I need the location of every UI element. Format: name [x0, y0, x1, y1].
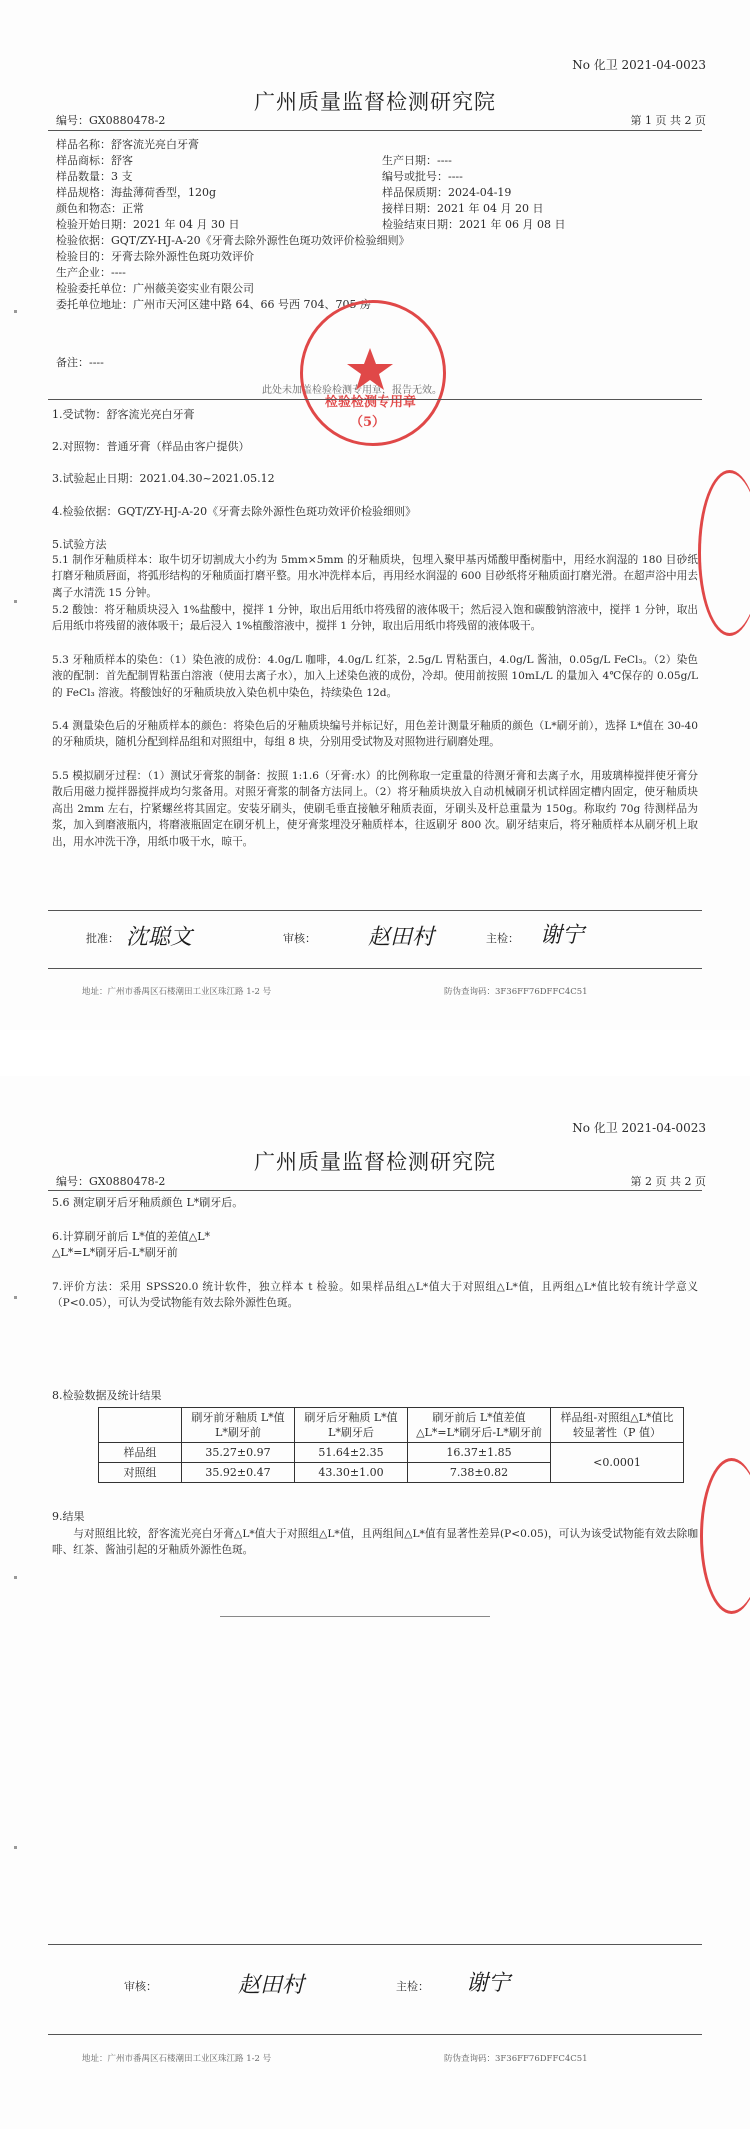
chief-signature: 谢宁 — [540, 923, 585, 948]
page-gap — [0, 1030, 750, 1076]
section-6-formula: △L*=L*刷牙后-L*刷牙前 — [52, 1246, 178, 1259]
table-cell: 7.38±0.82 — [408, 1463, 551, 1483]
section-9-text: 与对照组比较，舒客流光亮白牙膏△L*值大于对照组△L*值，且两组间△L*值有显著性差异(P<0.05)，可认为该受试物能有效去除咖啡、红茶、酱油引起的牙釉质外源性色斑。 — [52, 1528, 698, 1557]
address: 地址：广州市番禺区石楼潮田工业区珠江路 1-2 号 — [82, 987, 272, 997]
table-row — [99, 1443, 684, 1463]
end-rule — [220, 1616, 490, 1617]
chief-label: 主检： — [396, 1980, 429, 1993]
stamp-note: 此处未加盖检验检测专用章，报告无效。 — [262, 385, 442, 396]
section-7: 7.评价方法：采用 SPSS20.0 统计软件，独立样本 t 检验。如果样品组△L*值大于对照组△L*值，且两组△L*值比较有统计学意义（P<0.05），可认为受试物能有效去除外源性色斑。 — [52, 1281, 698, 1310]
table-cell: 35.27±0.97 — [182, 1443, 295, 1463]
section-rule — [48, 399, 702, 400]
info-line: 接样日期：2021 年 04 月 20 日 — [382, 202, 544, 215]
table-cell: 51.64±2.35 — [295, 1443, 408, 1463]
table-header-row — [99, 1408, 684, 1443]
binding-dot — [14, 600, 17, 603]
document-number: No 化卫 2021-04-0023 — [572, 1121, 706, 1135]
test-item: 1.受试物：舒客流光亮白牙膏 — [52, 408, 195, 421]
binding-dot — [14, 1296, 17, 1299]
info-line: 检验委托单位：广州薇美姿实业有限公司 — [56, 282, 254, 295]
results-table — [98, 1407, 684, 1483]
method-paragraph: 5.4 测量染色后的牙釉质样本的颜色：将染色后的牙釉质块编号并标记好，用色差计测量牙釉质的颜色（L*刷牙前），选择 L*值在 30-40 的牙釉质块，随机分配到样品组和对照组中，每组 8 块，分别用受试物及对照物进行刷磨处理。 — [52, 720, 698, 749]
header-rule — [48, 130, 702, 131]
binding-dot — [14, 1846, 17, 1849]
info-line: 检验开始日期：2021 年 04 月 30 日 — [56, 218, 240, 231]
table-cell: 16.37±1.85 — [408, 1443, 551, 1463]
seal-number: （5） — [350, 415, 386, 430]
chief-label: 主检： — [486, 932, 519, 945]
test-item: 2.对照物：普通牙膏（样品由客户提供） — [52, 440, 250, 453]
info-line: 检验目的：牙膏去除外源性色斑功效评价 — [56, 250, 254, 263]
section-9-title: 9.结果 — [52, 1510, 85, 1523]
table-header: 样品组-对照组△L*值比较显著性（P 值） — [551, 1408, 684, 1443]
method-paragraph: 5.1 制作牙釉质样本：取牛切牙切割成大小约为 5mm×5mm 的牙釉质块，包埋入聚甲基丙烯酸甲酯树脂中，用经水润湿的 180 目砂纸打磨牙釉质唇面，将弧形结构的牙釉质面打磨平整。用水冲洗样本后，再用经水润湿的 600 目砂纸将牙釉质面打磨光滑。在超声浴中用去离子水清洗 15 分钟。 — [52, 554, 698, 599]
binding-dot — [14, 1576, 17, 1579]
page-info: 第 1 页 共 2 页 — [630, 114, 706, 127]
table-header: 刷牙后牙釉质 L*值 L*刷牙后 — [295, 1408, 408, 1443]
table-header — [99, 1408, 182, 1443]
footer-rule — [48, 968, 702, 969]
table-cell: 35.92±0.47 — [182, 1463, 295, 1483]
anti-fake-code: 防伪查询码：3F36FF76DFFC4C51 — [444, 987, 588, 997]
info-line: 检验依据：GQT/ZY-HJ-A-20《牙膏去除外源性色斑功效评价检验细则》 — [56, 234, 410, 247]
info-line: 样品商标：舒客 — [56, 154, 133, 167]
info-line: 样品数量：3 支 — [56, 170, 133, 183]
approve-label: 批准： — [86, 932, 119, 945]
seal-label: 检验检测专用章 — [325, 395, 417, 410]
institute-title: 广州质量监督检测研究院 — [254, 1150, 496, 1174]
reviewer-signature: 赵田村 — [368, 925, 435, 950]
info-line: 颜色和物态：正常 — [56, 202, 144, 215]
info-line: 生产企业：---- — [56, 266, 126, 279]
report-page-1 — [0, 0, 750, 1031]
binding-dot — [14, 310, 17, 313]
method-paragraph: 5.3 牙釉质样本的染色：（1）染色液的成份：4.0g/L 咖啡，4.0g/L 红茶，2.5g/L 胃粘蛋白，4.0g/L 酱油，0.05g/L FeCl₃。（2）染色液的配制：首先配制胃粘蛋白溶液（使用去离子水），加入上述染色液的成份，冷却。使用前按照 10mL/L 的量加入 4℃保存的 0.05g/L 的 FeCl₃ 溶液。将酸蚀好的牙釉质块放入染色机中染色，持续染色 12d。 — [52, 654, 698, 699]
info-line: 编号或批号：---- — [382, 170, 463, 183]
margin-seal-fragment — [700, 1458, 750, 1614]
method-paragraph: 5.5 模拟刷牙过程：（1）测试牙膏浆的制备：按照 1:1.6（牙膏:水）的比例称取一定重量的待测牙膏和去离子水，用玻璃棒搅拌使牙膏分散后用磁力搅拌器搅拌成均匀浆备用。对照牙膏浆的制备方法同上。（2）将牙釉质块放入自动机械刷牙机试样固定槽内固定，使牙釉质块高出 2mm 左右，拧紧螺丝将其固定。安装牙刷头，使刷毛垂直接触牙釉质表面，牙刷头及杆总重量为 150g。称取约 70g 待测样品为浆，加入到磨液瓶内，将磨液瓶固定在刷牙机上，使牙膏浆埋没牙釉质样本，往返刷牙 800 次。刷牙结束后，将牙釉质样本从刷牙机上取出，用水冲洗干净，用纸巾吸干水，晾干。 — [52, 770, 698, 848]
anti-fake-code: 防伪查询码：3F36FF76DFFC4C51 — [444, 2054, 588, 2064]
test-item: 5.试验方法 — [52, 538, 107, 551]
section-6-title: 6.计算刷牙前后 L*值的差值△L* — [52, 1230, 211, 1243]
review-label: 审核： — [283, 932, 316, 945]
header-rule — [48, 1190, 702, 1191]
document-number: No 化卫 2021-04-0023 — [572, 58, 706, 72]
address: 地址：广州市番禺区石楼潮田工业区珠江路 1-2 号 — [82, 2054, 272, 2064]
report-page-2 — [0, 1076, 750, 2129]
section-8-title: 8.检验数据及统计结果 — [52, 1389, 162, 1402]
info-line: 样品规格：海盐薄荷香型，120g — [56, 186, 217, 199]
chief-signature: 谢宁 — [466, 1971, 511, 1996]
serial-number: 编号：GX0880478-2 — [56, 114, 166, 127]
info-line: 样品保质期：2024-04-19 — [382, 186, 512, 199]
info-line: 生产日期：---- — [382, 154, 452, 167]
institute-title: 广州质量监督检测研究院 — [254, 90, 496, 114]
signature-rule — [48, 1944, 702, 1945]
info-line: 样品名称：舒客流光亮白牙膏 — [56, 138, 199, 151]
remarks: 备注：---- — [56, 356, 104, 369]
official-seal — [300, 300, 446, 446]
review-label: 审核： — [124, 1980, 157, 1993]
reviewer-signature: 赵田村 — [238, 1973, 305, 1998]
info-line: 检验结束日期：2021 年 06 月 08 日 — [382, 218, 566, 231]
table-cell: 43.30±1.00 — [295, 1463, 408, 1483]
approver-signature: 沈聪文 — [126, 925, 193, 950]
footer-rule — [48, 2034, 702, 2035]
table-cell: 对照组 — [99, 1463, 182, 1483]
section-5-6: 5.6 测定刷牙后牙釉质颜色 L*刷牙后。 — [52, 1196, 244, 1209]
margin-seal-fragment — [698, 470, 750, 636]
serial-number: 编号：GX0880478-2 — [56, 1175, 166, 1188]
signature-rule — [48, 910, 702, 911]
test-item: 4.检验依据：GQT/ZY-HJ-A-20《牙膏去除外源性色斑功效评价检验细则》 — [52, 505, 417, 518]
p-value-cell: <0.0001 — [551, 1443, 684, 1483]
info-line: 委托单位地址：广州市天河区建中路 64、66 号西 704、705 房 — [56, 298, 371, 311]
table-header: 刷牙前牙釉质 L*值 L*刷牙前 — [182, 1408, 295, 1443]
table-header: 刷牙前后 L*值差值 △L*=L*刷牙后-L*刷牙前 — [408, 1408, 551, 1443]
test-item: 3.试验起止日期：2021.04.30~2021.05.12 — [52, 472, 275, 485]
page-info: 第 2 页 共 2 页 — [630, 1175, 706, 1188]
table-cell: 样品组 — [99, 1443, 182, 1463]
method-paragraph: 5.2 酸蚀：将牙釉质块浸入 1%盐酸中，搅拌 1 分钟，取出后用纸巾将残留的液体吸干；然后浸入饱和碳酸钠溶液中，搅拌 1 分钟，取出后用纸巾将残留的液体吸干；最后浸入 1%植酸溶液中，搅拌 1 分钟，取出后用纸巾将残留的液体吸干。 — [52, 604, 698, 633]
